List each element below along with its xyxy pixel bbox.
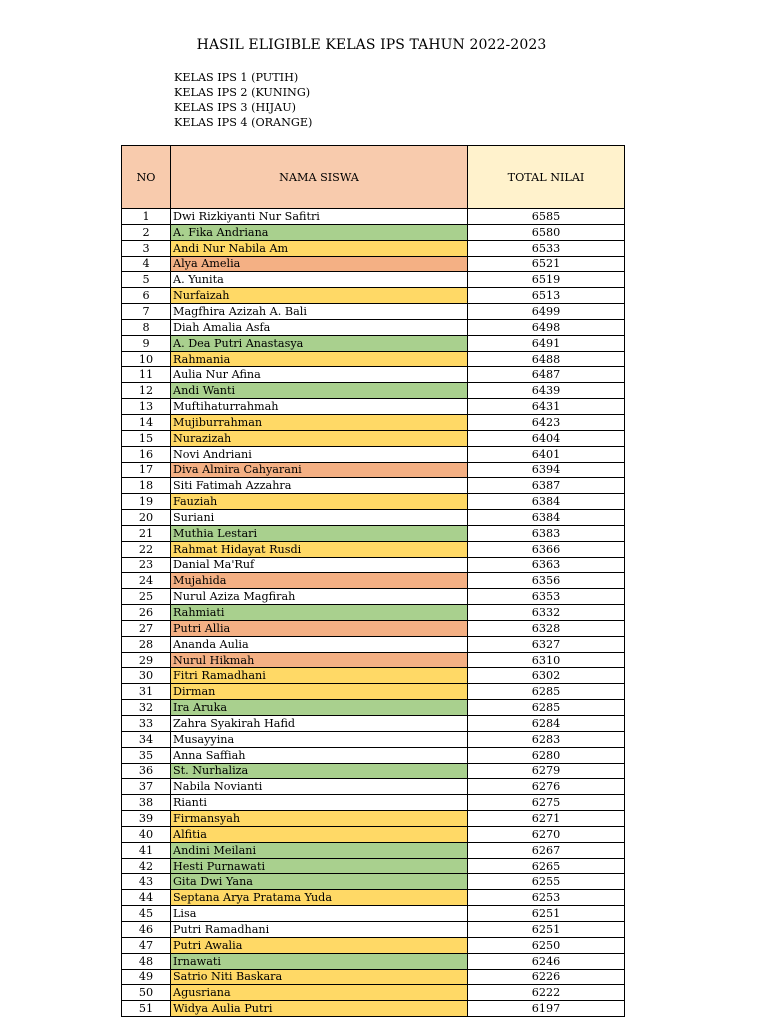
row-number: 24: [122, 573, 171, 589]
table-row: [122, 684, 625, 700]
class-color-legend: [174, 70, 312, 130]
table-row: [122, 1001, 625, 1017]
legend-item-ips-3: KELAS IPS 3 (HIJAU): [174, 101, 296, 114]
row-number: 43: [122, 874, 171, 890]
total-score: 6585: [468, 209, 625, 225]
total-score: 6384: [468, 494, 625, 510]
table-row: [122, 842, 625, 858]
legend-item-ips-4: KELAS IPS 4 (ORANGE): [174, 116, 313, 129]
row-number: 37: [122, 779, 171, 795]
total-score: 6327: [468, 636, 625, 652]
table-row: [122, 858, 625, 874]
table-row: [122, 288, 625, 304]
table-row: [122, 874, 625, 890]
total-score: 6423: [468, 414, 625, 430]
legend-item-ips-2: KELAS IPS 2 (KUNING): [174, 86, 311, 99]
total-score: 6401: [468, 446, 625, 462]
total-score: 6513: [468, 288, 625, 304]
row-number: 39: [122, 811, 171, 827]
row-number: 14: [122, 414, 171, 430]
student-name: Rahmat Hidayat Rusdi: [171, 541, 468, 557]
table-row: [122, 209, 625, 225]
table-row: [122, 335, 625, 351]
table-row: [122, 589, 625, 605]
student-name: Muthia Lestari: [171, 525, 468, 541]
table-row: [122, 811, 625, 827]
row-number: 20: [122, 510, 171, 526]
table-row: [122, 272, 625, 288]
student-name: Rianti: [171, 795, 468, 811]
row-number: 49: [122, 969, 171, 985]
table-row: [122, 256, 625, 272]
row-number: 38: [122, 795, 171, 811]
student-name: Zahra Syakirah Hafid: [171, 716, 468, 732]
row-number: 35: [122, 747, 171, 763]
total-score: 6499: [468, 304, 625, 320]
row-number: 11: [122, 367, 171, 383]
row-number: 44: [122, 890, 171, 906]
student-name: Muftihaturrahmah: [171, 399, 468, 415]
total-score: 6439: [468, 383, 625, 399]
header-no: NO: [122, 146, 171, 209]
total-score: 6283: [468, 731, 625, 747]
total-score: 6363: [468, 557, 625, 573]
total-score: 6285: [468, 700, 625, 716]
student-name: Septana Arya Pratama Yuda: [171, 890, 468, 906]
table-row: [122, 763, 625, 779]
table-row: [122, 319, 625, 335]
total-score: 6275: [468, 795, 625, 811]
total-score: 6521: [468, 256, 625, 272]
total-score: 6302: [468, 668, 625, 684]
page-title: HASIL ELIGIBLE KELAS IPS TAHUN 2022-2023: [196, 37, 547, 53]
student-name: Andi Wanti: [171, 383, 468, 399]
student-name: Alfitia: [171, 826, 468, 842]
student-name: Nurul Hikmah: [171, 652, 468, 668]
table-row: [122, 890, 625, 906]
total-score: 6267: [468, 842, 625, 858]
student-name: Gita Dwi Yana: [171, 874, 468, 890]
table-row: [122, 478, 625, 494]
student-name: Anna Saffiah: [171, 747, 468, 763]
table-row: [122, 716, 625, 732]
total-score: 6250: [468, 937, 625, 953]
student-name: Fauziah: [171, 494, 468, 510]
student-name: Andini Meilani: [171, 842, 468, 858]
table-row: [122, 779, 625, 795]
row-number: 28: [122, 636, 171, 652]
total-score: 6404: [468, 430, 625, 446]
student-name: Novi Andriani: [171, 446, 468, 462]
student-name: Mujahida: [171, 573, 468, 589]
row-number: 16: [122, 446, 171, 462]
table-row: [122, 414, 625, 430]
row-number: 17: [122, 462, 171, 478]
student-name: Rahmania: [171, 351, 468, 367]
student-name: Nurul Aziza Magfirah: [171, 589, 468, 605]
table-row: [122, 399, 625, 415]
student-name: Alya Amelia: [171, 256, 468, 272]
student-name: Irnawati: [171, 953, 468, 969]
student-name: Nabila Novianti: [171, 779, 468, 795]
row-number: 51: [122, 1001, 171, 1017]
total-score: 6353: [468, 589, 625, 605]
row-number: 30: [122, 668, 171, 684]
row-number: 12: [122, 383, 171, 399]
row-number: 19: [122, 494, 171, 510]
row-number: 21: [122, 525, 171, 541]
table-row: [122, 605, 625, 621]
table-row: [122, 573, 625, 589]
legend-item-ips-1: KELAS IPS 1 (PUTIH): [174, 71, 299, 84]
student-name: Fitri Ramadhani: [171, 668, 468, 684]
row-number: 25: [122, 589, 171, 605]
student-name: Firmansyah: [171, 811, 468, 827]
student-name: Nurazizah: [171, 430, 468, 446]
table-row: [122, 906, 625, 922]
row-number: 33: [122, 716, 171, 732]
total-score: 6255: [468, 874, 625, 890]
row-number: 42: [122, 858, 171, 874]
table-row: [122, 969, 625, 985]
table-row: [122, 367, 625, 383]
table-row: [122, 446, 625, 462]
row-number: 36: [122, 763, 171, 779]
table-row: [122, 668, 625, 684]
student-name: Rahmiati: [171, 605, 468, 621]
student-name: Satrio Niti Baskara: [171, 969, 468, 985]
total-score: 6280: [468, 747, 625, 763]
row-number: 8: [122, 319, 171, 335]
student-name: Widya Aulia Putri: [171, 1001, 468, 1017]
row-number: 10: [122, 351, 171, 367]
student-name: St. Nurhaliza: [171, 763, 468, 779]
total-score: 6222: [468, 985, 625, 1001]
student-name: Ira Aruka: [171, 700, 468, 716]
total-score: 6270: [468, 826, 625, 842]
total-score: 6487: [468, 367, 625, 383]
student-name: Agusriana: [171, 985, 468, 1001]
table-header-row: [122, 146, 625, 209]
table-row: [122, 462, 625, 478]
total-score: 6491: [468, 335, 625, 351]
row-number: 15: [122, 430, 171, 446]
row-number: 50: [122, 985, 171, 1001]
total-score: 6328: [468, 620, 625, 636]
total-score: 6251: [468, 906, 625, 922]
total-score: 6251: [468, 921, 625, 937]
student-name: Diah Amalia Asfa: [171, 319, 468, 335]
row-number: 32: [122, 700, 171, 716]
total-score: 6384: [468, 510, 625, 526]
student-name: Putri Ramadhani: [171, 921, 468, 937]
student-name: Danial Ma'Ruf: [171, 557, 468, 573]
table-row: [122, 224, 625, 240]
header-total-nilai: TOTAL NILAI: [468, 146, 625, 209]
row-number: 46: [122, 921, 171, 937]
row-number: 5: [122, 272, 171, 288]
table-row: [122, 430, 625, 446]
row-number: 2: [122, 224, 171, 240]
total-score: 6285: [468, 684, 625, 700]
table-row: [122, 351, 625, 367]
row-number: 31: [122, 684, 171, 700]
row-number: 4: [122, 256, 171, 272]
student-name: Putri Awalia: [171, 937, 468, 953]
table-row: [122, 985, 625, 1001]
eligible-students-table: [121, 145, 625, 1017]
student-name: A. Dea Putri Anastasya: [171, 335, 468, 351]
row-number: 29: [122, 652, 171, 668]
row-number: 9: [122, 335, 171, 351]
table-row: [122, 541, 625, 557]
table-row: [122, 937, 625, 953]
table-row: [122, 304, 625, 320]
total-score: 6276: [468, 779, 625, 795]
student-name: Aulia Nur Afina: [171, 367, 468, 383]
student-name: Nurfaizah: [171, 288, 468, 304]
row-number: 22: [122, 541, 171, 557]
total-score: 6271: [468, 811, 625, 827]
row-number: 1: [122, 209, 171, 225]
table-row: [122, 953, 625, 969]
row-number: 48: [122, 953, 171, 969]
row-number: 18: [122, 478, 171, 494]
student-name: Diva Almira Cahyarani: [171, 462, 468, 478]
row-number: 27: [122, 620, 171, 636]
table-row: [122, 731, 625, 747]
student-name: Siti Fatimah Azzahra: [171, 478, 468, 494]
student-name: A. Yunita: [171, 272, 468, 288]
total-score: 6519: [468, 272, 625, 288]
total-score: 6332: [468, 605, 625, 621]
student-name: A. Fika Andriana: [171, 224, 468, 240]
total-score: 6394: [468, 462, 625, 478]
table-row: [122, 921, 625, 937]
total-score: 6383: [468, 525, 625, 541]
student-name: Andi Nur Nabila Am: [171, 240, 468, 256]
total-score: 6197: [468, 1001, 625, 1017]
student-name: Magfhira Azizah A. Bali: [171, 304, 468, 320]
total-score: 6310: [468, 652, 625, 668]
table-row: [122, 747, 625, 763]
student-name: Putri Allia: [171, 620, 468, 636]
row-number: 3: [122, 240, 171, 256]
total-score: 6533: [468, 240, 625, 256]
row-number: 26: [122, 605, 171, 621]
row-number: 23: [122, 557, 171, 573]
student-name: Dwi Rizkiyanti Nur Safitri: [171, 209, 468, 225]
table-row: [122, 826, 625, 842]
student-name: Lisa: [171, 906, 468, 922]
student-name: Mujiburrahman: [171, 414, 468, 430]
total-score: 6366: [468, 541, 625, 557]
table-row: [122, 795, 625, 811]
row-number: 47: [122, 937, 171, 953]
student-name: Musayyina: [171, 731, 468, 747]
table-row: [122, 510, 625, 526]
table-row: [122, 636, 625, 652]
row-number: 13: [122, 399, 171, 415]
total-score: 6246: [468, 953, 625, 969]
row-number: 7: [122, 304, 171, 320]
total-score: 6498: [468, 319, 625, 335]
total-score: 6431: [468, 399, 625, 415]
row-number: 6: [122, 288, 171, 304]
row-number: 40: [122, 826, 171, 842]
total-score: 6387: [468, 478, 625, 494]
table-row: [122, 620, 625, 636]
table-row: [122, 652, 625, 668]
total-score: 6226: [468, 969, 625, 985]
total-score: 6284: [468, 716, 625, 732]
table-row: [122, 525, 625, 541]
table-row: [122, 557, 625, 573]
row-number: 34: [122, 731, 171, 747]
table-row: [122, 494, 625, 510]
total-score: 6580: [468, 224, 625, 240]
total-score: 6253: [468, 890, 625, 906]
student-name: Ananda Aulia: [171, 636, 468, 652]
total-score: 6488: [468, 351, 625, 367]
table-row: [122, 383, 625, 399]
student-name: Dirman: [171, 684, 468, 700]
student-name: Suriani: [171, 510, 468, 526]
header-nama-siswa: NAMA SISWA: [171, 146, 468, 209]
row-number: 45: [122, 906, 171, 922]
row-number: 41: [122, 842, 171, 858]
table-row: [122, 700, 625, 716]
total-score: 6265: [468, 858, 625, 874]
total-score: 6279: [468, 763, 625, 779]
total-score: 6356: [468, 573, 625, 589]
table-row: [122, 240, 625, 256]
student-name: Hesti Purnawati: [171, 858, 468, 874]
